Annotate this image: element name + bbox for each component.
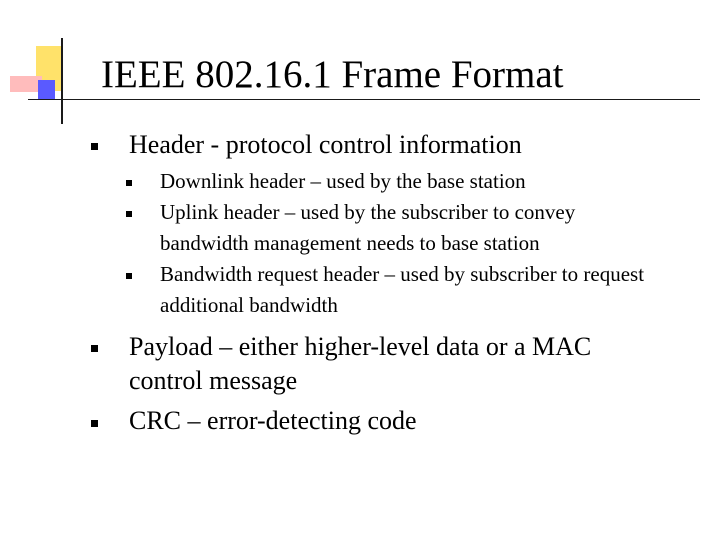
bullet-square-icon [126,273,132,279]
sub-bullet-downlink: Downlink header – used by the base station [160,169,526,193]
decor-vertical-line [61,38,63,124]
decor-blue-square [38,80,55,99]
bullet-square-icon [91,143,98,150]
bullet-square-icon [126,211,132,217]
sub-bullet-uplink: Uplink header – used by the subscriber to convey bandwidth management needs to base station [160,200,576,255]
bullet-square-icon [91,420,98,427]
sub-bullet-bandwidth-request: Bandwidth request header – used by subscriber to request additional bandwidth [160,262,645,317]
decor-horizontal-line [28,99,700,100]
bullet-square-icon [126,180,132,186]
slide-title: IEEE 802.16.1 Frame Format [101,53,564,96]
bullet-header: Header - protocol control information [129,130,522,159]
bullet-crc: CRC – error-detecting code [129,406,417,435]
bullet-square-icon [91,345,98,352]
bullet-payload: Payload – either higher-level data or a MAC control message [129,332,592,395]
